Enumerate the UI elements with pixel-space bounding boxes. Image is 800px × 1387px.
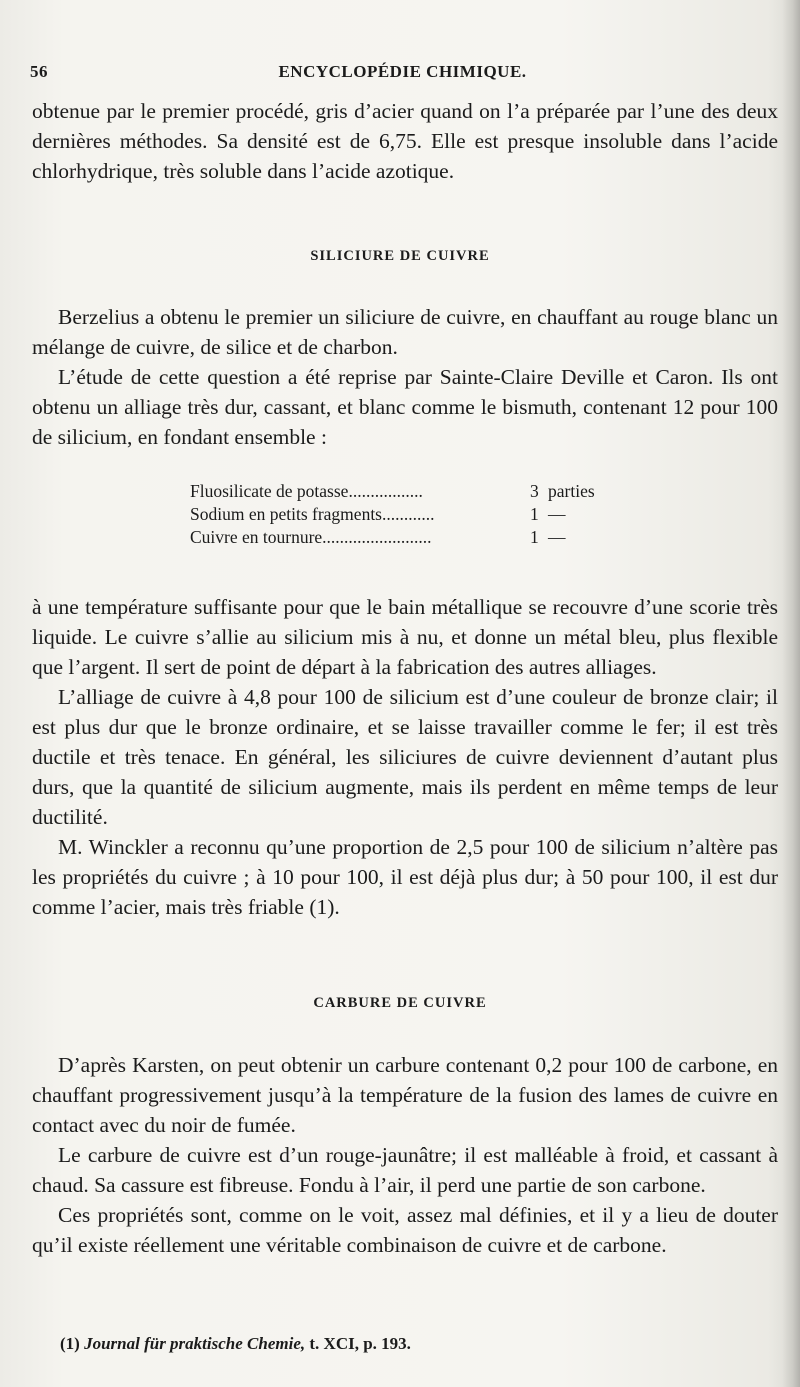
section-heading-siliciure: SILICIURE DE CUIVRE [310,248,490,264]
siliciure-paragraph-2: L’étude de cette question a été reprise par Sainte-Claire Deville et Caron. Ils ont obtenu un alliage très dur, cassant, et blanc comme le bismuth, contenant 12 pour 100 de silicium, en fondant ensemble : [32,365,778,449]
siliciure-paragraph-4: L’alliage de cuivre à 4,8 pour 100 de silicium est d’une couleur de bronze clair; il est plus dur que le bronze ordinaire, et se laisse travailler comme le fer; il est très ductile et très tenace. En général, les siliciures de cuivre deviennent d’autant plus durs, que la quantité de silicium augmente, mais ils perdent en même temps de leur ductilité. [32,685,778,829]
recipe-row [190,526,610,549]
running-title: ENCYCLOPÉDIE CHIMIQUE. [278,62,527,81]
recipe-ingredient: Sodium en petits fragments............ [190,504,435,524]
carbure-block [32,1050,778,1260]
siliciure-block-2 [32,592,778,922]
recipe-unit: parties [548,481,595,501]
recipe-row [190,480,610,503]
carbure-paragraph-3: Ces propriétés sont, comme on le voit, assez mal définies, et il y a lieu de douter qu’il existe réellement une véritable combinaison de cuivre et de carbone. [32,1203,778,1257]
recipe-quantity: 1 [530,527,539,547]
footnote-reference: t. XCI, p. 193. [309,1334,411,1353]
siliciure-paragraph-1: Berzelius a obtenu le premier un siliciure de cuivre, en chauffant au rouge blanc un mélange de cuivre, de silice et de charbon. [32,305,778,359]
recipe-quantity: 3 [530,481,539,501]
footnote-marker: (1) [60,1334,80,1353]
recipe-table [190,480,610,549]
footnote [60,1334,411,1354]
recipe-unit: — [548,504,566,524]
section-heading-carbure: CARBURE DE CUIVRE [313,995,487,1011]
siliciure-block-1 [32,302,778,452]
intro-paragraph-block [32,96,778,186]
intro-paragraph: obtenue par le premier procédé, gris d’acier quand on l’a préparée par l’une des deux dernières méthodes. Sa densité est de 6,75. Elle est presque insoluble dans l’acide chlorhydrique, très soluble dans l’acide azotique. [32,99,778,183]
carbure-paragraph-2: Le carbure de cuivre est d’un rouge-jaunâtre; il est malléable à froid, et cassant à chaud. Sa cassure est fibreuse. Fondu à l’air, il perd une partie de son carbone. [32,1143,778,1197]
page-number: 56 [30,62,48,81]
recipe-ingredient: Fluosilicate de potasse................. [190,481,423,501]
page-edge-shadow [782,0,800,1387]
recipe-unit: — [548,527,566,547]
siliciure-paragraph-3: à une température suffisante pour que le bain métallique se recouvre d’une scorie très liquide. Le cuivre s’allie au silicium mis à nu, et donne un métal bleu, plus flexible que l’argent. Il sert de point de départ à la fabrication des autres alliages. [32,595,778,679]
carbure-paragraph-1: D’après Karsten, on peut obtenir un carbure contenant 0,2 pour 100 de carbone, en chauffant progressivement jusqu’à la température de la fusion des lames de cuivre en contact avec du noir de fumée. [32,1053,778,1137]
recipe-row [190,503,610,526]
siliciure-paragraph-5: M. Winckler a reconnu qu’une proportion de 2,5 pour 100 de silicium n’altère pas les propriétés du cuivre ; à 10 pour 100, il est déjà plus dur; à 50 pour 100, il est dur comme l’acier, mais très friable (1). [32,835,778,919]
recipe-quantity: 1 [530,504,539,524]
recipe-ingredient: Cuivre en tournure......................... [190,527,432,547]
footnote-journal: Journal für praktische Chemie, [84,1334,306,1353]
page-header [30,62,775,90]
